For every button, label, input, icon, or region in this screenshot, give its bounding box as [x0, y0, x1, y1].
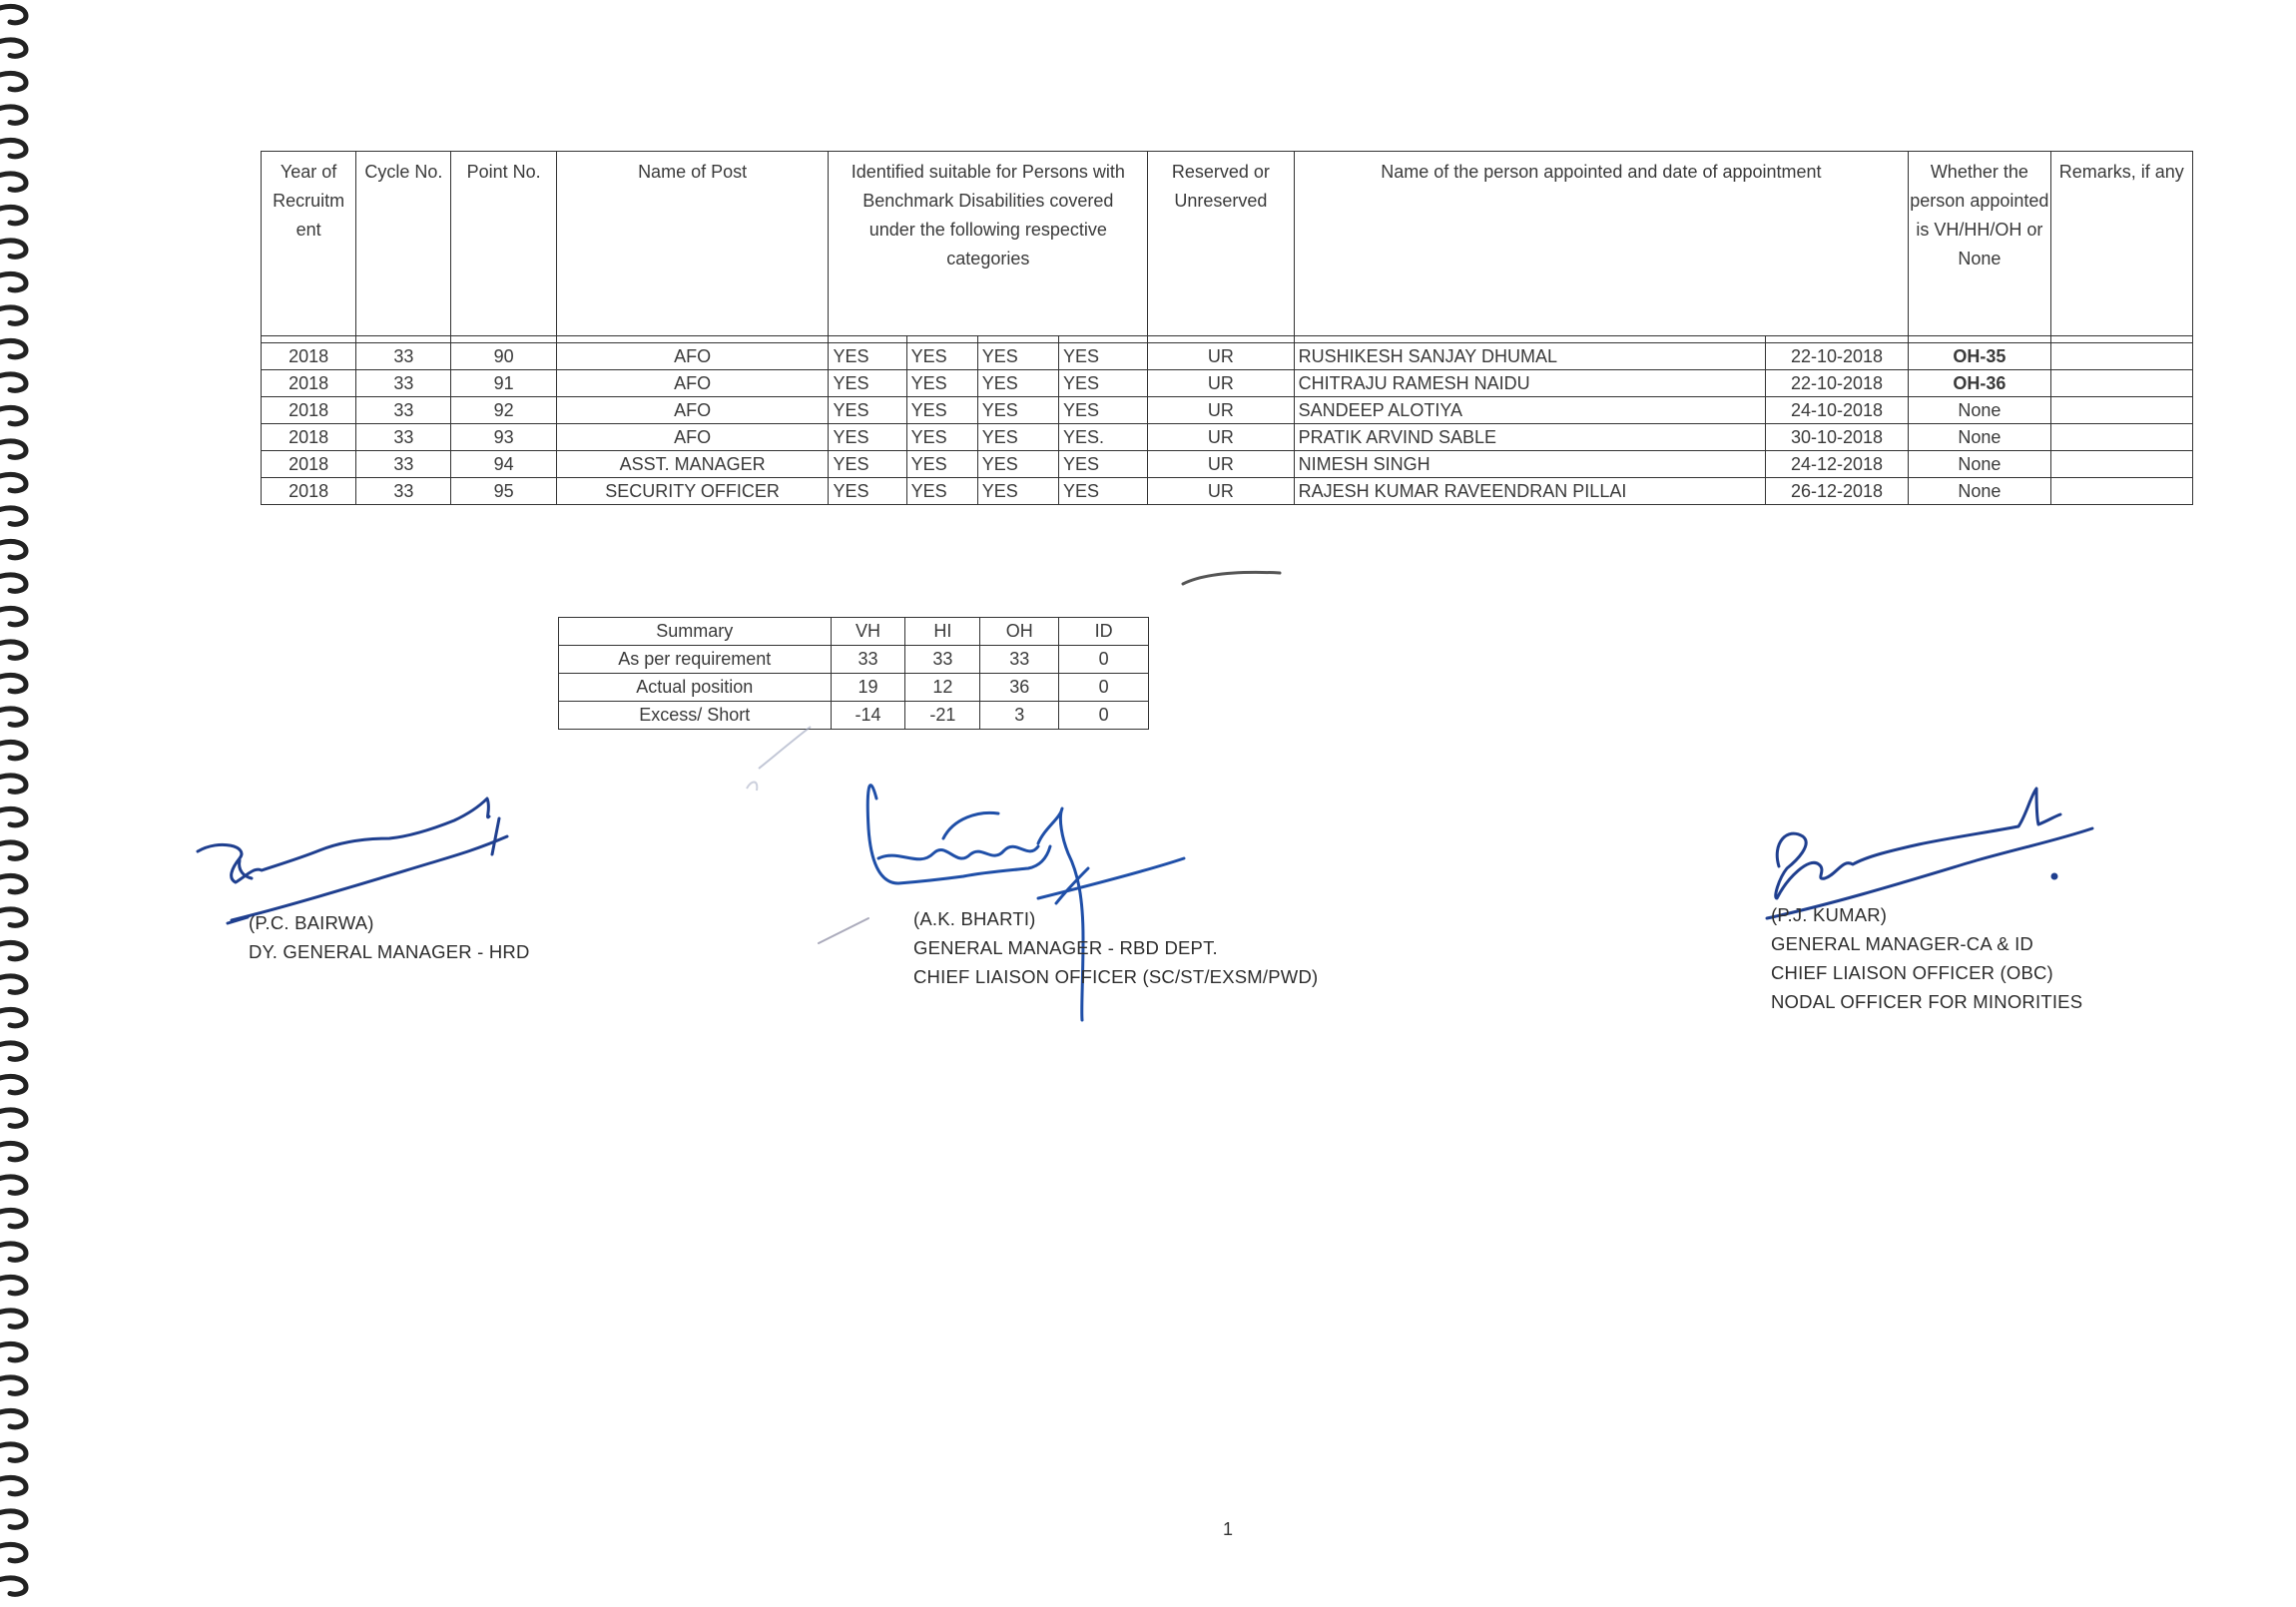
binding-loop [0, 742, 26, 758]
cell-reserved: UR [1148, 478, 1294, 505]
summary-value: -14 [831, 702, 905, 730]
cell-cycle: 33 [356, 451, 451, 478]
signatory-name: (P.J. KUMAR) [1771, 904, 1888, 925]
summary-row [559, 646, 1149, 674]
cell-reserved: UR [1148, 424, 1294, 451]
signatory-name: (P.C. BAIRWA) [249, 912, 374, 933]
table-row [262, 424, 2193, 451]
signature-bairwa [198, 799, 507, 923]
binding-loop [0, 1110, 26, 1126]
cell-name: CHITRAJU RAMESH NAIDU [1294, 370, 1765, 397]
cell-name: PRATIK ARVIND SABLE [1294, 424, 1765, 451]
cell-cycle: 33 [356, 343, 451, 370]
cell-year: 2018 [262, 343, 356, 370]
table-row [262, 397, 2193, 424]
cell-post: SECURITY OFFICER [556, 478, 829, 505]
signatory-right [1771, 900, 2082, 1016]
cell-remarks [2050, 451, 2192, 478]
binding-loop [0, 1343, 26, 1359]
stamp-smudge [747, 783, 757, 792]
summary-header-row [559, 618, 1149, 646]
cell-remarks [2050, 370, 2192, 397]
summary-value: 33 [980, 646, 1059, 674]
summary-value: 19 [831, 674, 905, 702]
cell-cat-4: YES [1059, 451, 1148, 478]
cell-post: AFO [556, 424, 829, 451]
binding-loop [0, 1076, 26, 1092]
cell-post: AFO [556, 370, 829, 397]
cell-date: 24-10-2018 [1765, 397, 1908, 424]
binding-loop [0, 1511, 26, 1527]
binding-loop [0, 1410, 26, 1426]
binding-loop [0, 709, 26, 725]
signature-dot [2052, 874, 2056, 878]
cell-cat-2: YES [906, 478, 977, 505]
pen-mark [1183, 572, 1280, 584]
table-row [262, 343, 2193, 370]
signatory-designation: GENERAL MANAGER - RBD DEPT. [913, 937, 1218, 958]
binding-loop [0, 808, 26, 824]
summary-table [558, 617, 1149, 730]
cell-category: None [1909, 451, 2050, 478]
header-spacer-row [262, 336, 2193, 343]
cell-cat-1: YES [829, 424, 906, 451]
cell-cat-4: YES [1059, 397, 1148, 424]
summary-row [559, 674, 1149, 702]
summary-value: 0 [1059, 702, 1149, 730]
cell-cat-2: YES [906, 370, 977, 397]
header-category: Whether the person appointed is VH/HH/OH or None [1909, 152, 2050, 336]
stamp-smudge [759, 727, 811, 769]
cell-name: NIMESH SINGH [1294, 451, 1765, 478]
appointments-table [261, 151, 2193, 505]
cell-cat-2: YES [906, 451, 977, 478]
cell-post: ASST. MANAGER [556, 451, 829, 478]
cell-date: 30-10-2018 [1765, 424, 1908, 451]
summary-value: 0 [1059, 646, 1149, 674]
cell-cat-2: YES [906, 397, 977, 424]
binding-loop [0, 608, 26, 624]
cell-cat-1: YES [829, 451, 906, 478]
binding-loop [0, 942, 26, 958]
summary-header: ID [1059, 618, 1149, 646]
cell-cat-3: YES [977, 370, 1058, 397]
header-post: Name of Post [556, 152, 829, 336]
cell-remarks [2050, 343, 2192, 370]
cell-date: 26-12-2018 [1765, 478, 1908, 505]
binding-loop [0, 474, 26, 490]
header-disabilities: Identified suitable for Persons with Benchmark Disabilities covered under the following respective categories [829, 152, 1148, 336]
cell-cycle: 33 [356, 370, 451, 397]
binding-loop [0, 140, 26, 156]
cell-reserved: UR [1148, 370, 1294, 397]
cell-cat-1: YES [829, 343, 906, 370]
cell-remarks [2050, 397, 2192, 424]
cell-category: OH-36 [1909, 370, 2050, 397]
cell-cat-3: YES [977, 451, 1058, 478]
cell-cycle: 33 [356, 478, 451, 505]
header-year: Year of Recruitm ent [262, 152, 356, 336]
signatory-middle [913, 904, 1318, 991]
summary-row [559, 702, 1149, 730]
summary-value: 33 [831, 646, 905, 674]
binding-loop [0, 307, 26, 323]
cell-category: None [1909, 424, 2050, 451]
summary-header: Summary [559, 618, 832, 646]
signatory-designation: DY. GENERAL MANAGER - HRD [249, 941, 530, 962]
cell-cat-3: YES [977, 343, 1058, 370]
summary-label: Actual position [559, 674, 832, 702]
header-point: Point No. [451, 152, 556, 336]
binding-loop [0, 1043, 26, 1059]
signature-kumar [1767, 789, 2092, 918]
binding-loop [0, 1244, 26, 1260]
cell-cat-4: YES [1059, 478, 1148, 505]
binding-loop [0, 1377, 26, 1393]
cell-reserved: UR [1148, 451, 1294, 478]
cell-point: 94 [451, 451, 556, 478]
binding-loop [0, 976, 26, 992]
table-row [262, 370, 2193, 397]
binding-loop [0, 1444, 26, 1460]
binding-loop [0, 1544, 26, 1560]
binding-loop [0, 207, 26, 223]
binding-loop [0, 875, 26, 891]
cell-point: 90 [451, 343, 556, 370]
cell-cat-2: YES [906, 424, 977, 451]
binding-loop [0, 642, 26, 658]
signatory-name: (A.K. BHARTI) [913, 908, 1036, 929]
cell-date: 24-12-2018 [1765, 451, 1908, 478]
binding-loop [0, 1578, 26, 1594]
cell-post: AFO [556, 343, 829, 370]
cell-year: 2018 [262, 370, 356, 397]
summary-header: OH [980, 618, 1059, 646]
cell-year: 2018 [262, 424, 356, 451]
binding-loop [0, 40, 26, 56]
binding-loop [0, 273, 26, 289]
summary-value: 12 [905, 674, 980, 702]
signatory-designation: NODAL OFFICER FOR MINORITIES [1771, 991, 2083, 1012]
cell-year: 2018 [262, 451, 356, 478]
summary-header: VH [831, 618, 905, 646]
binding-loop [0, 340, 26, 356]
binding-loop [0, 6, 26, 22]
cell-cat-4: YES [1059, 370, 1148, 397]
binding-loop [0, 1311, 26, 1327]
cell-remarks [2050, 424, 2192, 451]
binding-loop [0, 1277, 26, 1293]
cell-category: None [1909, 478, 2050, 505]
cell-point: 93 [451, 424, 556, 451]
cell-year: 2018 [262, 397, 356, 424]
binding-loop [0, 407, 26, 423]
header-appointee: Name of the person appointed and date of appointment [1294, 152, 1909, 336]
binding-loop [0, 508, 26, 524]
binding-loop [0, 374, 26, 390]
binding-loop [0, 107, 26, 123]
binding-loop [0, 1177, 26, 1193]
signatory-left [249, 908, 530, 966]
cell-point: 95 [451, 478, 556, 505]
binding-loop [0, 1009, 26, 1025]
summary-value: 0 [1059, 674, 1149, 702]
summary-label: As per requirement [559, 646, 832, 674]
cell-date: 22-10-2018 [1765, 370, 1908, 397]
cell-category: OH-35 [1909, 343, 2050, 370]
summary-header: HI [905, 618, 980, 646]
cell-remarks [2050, 478, 2192, 505]
binding-loop [0, 541, 26, 557]
binding-loop [0, 575, 26, 591]
summary-value: 36 [980, 674, 1059, 702]
cell-cat-1: YES [829, 478, 906, 505]
cell-date: 22-10-2018 [1765, 343, 1908, 370]
cell-name: RUSHIKESH SANJAY DHUMAL [1294, 343, 1765, 370]
cell-category: None [1909, 397, 2050, 424]
summary-value: 3 [980, 702, 1059, 730]
cell-cat-2: YES [906, 343, 977, 370]
cell-cat-3: YES [977, 424, 1058, 451]
cell-name: RAJESH KUMAR RAVEENDRAN PILLAI [1294, 478, 1765, 505]
signatory-designation: GENERAL MANAGER-CA & ID [1771, 933, 2033, 954]
cell-point: 91 [451, 370, 556, 397]
cell-reserved: UR [1148, 397, 1294, 424]
summary-label: Excess/ Short [559, 702, 832, 730]
signatory-designation: CHIEF LIAISON OFFICER (SC/ST/EXSM/PWD) [913, 966, 1319, 987]
cell-point: 92 [451, 397, 556, 424]
binding-loop [0, 241, 26, 257]
table-row [262, 451, 2193, 478]
header-remarks: Remarks, if any [2050, 152, 2192, 336]
cell-cycle: 33 [356, 424, 451, 451]
cell-cycle: 33 [356, 397, 451, 424]
summary-value: -21 [905, 702, 980, 730]
binding-loop [0, 909, 26, 925]
binding-loop [0, 441, 26, 457]
spiral-binding [0, 0, 32, 1607]
header-reserved: Reserved or Unreserved [1148, 152, 1294, 336]
cell-reserved: UR [1148, 343, 1294, 370]
binding-loop [0, 73, 26, 89]
signatory-designation: CHIEF LIAISON OFFICER (OBC) [1771, 962, 2053, 983]
header-cycle: Cycle No. [356, 152, 451, 336]
binding-loop [0, 1210, 26, 1226]
cell-cat-4: YES. [1059, 424, 1148, 451]
summary-value: 33 [905, 646, 980, 674]
cell-cat-3: YES [977, 478, 1058, 505]
binding-loop [0, 675, 26, 691]
table-row [262, 478, 2193, 505]
cell-name: SANDEEP ALOTIYA [1294, 397, 1765, 424]
binding-loop [0, 174, 26, 190]
cell-cat-4: YES [1059, 343, 1148, 370]
cell-year: 2018 [262, 478, 356, 505]
binding-loop [0, 842, 26, 858]
page-number: 1 [1223, 1519, 1234, 1539]
cell-cat-1: YES [829, 370, 906, 397]
cell-cat-3: YES [977, 397, 1058, 424]
binding-loop [0, 776, 26, 792]
cell-post: AFO [556, 397, 829, 424]
cell-cat-1: YES [829, 397, 906, 424]
binding-loop [0, 1143, 26, 1159]
binding-loop [0, 1477, 26, 1493]
